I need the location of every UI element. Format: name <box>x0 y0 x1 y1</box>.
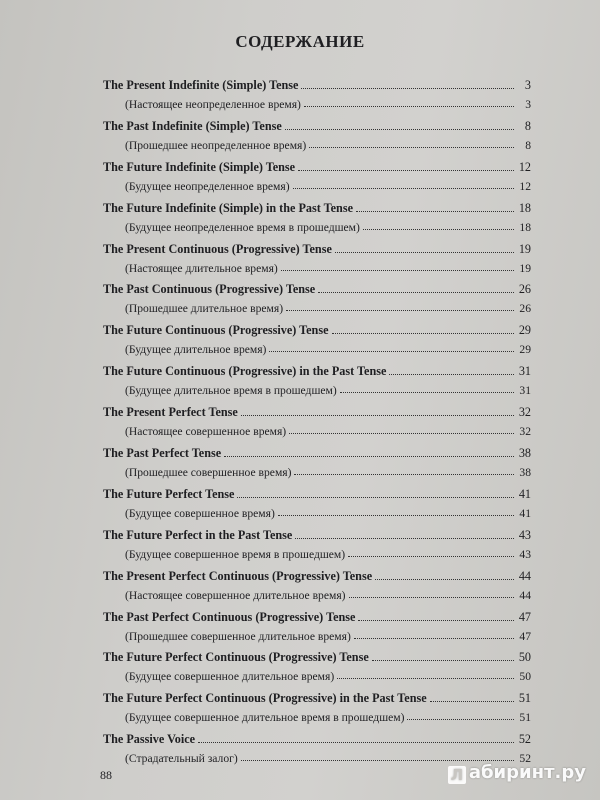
toc-entry-subtitle: (Будущее совершенное время в прошедшем) <box>125 547 346 561</box>
toc-entry-page: 41 <box>518 486 531 501</box>
toc-entry-title-row <box>103 321 531 338</box>
dot-leader <box>340 392 514 393</box>
toc-entry-subtitle-row <box>103 503 531 520</box>
toc-entry-page: 32 <box>518 405 531 420</box>
dot-leader <box>304 106 514 107</box>
toc-entry <box>103 689 531 730</box>
toc-entry-title: The Past Perfect Tense <box>103 446 222 461</box>
toc-entry <box>103 648 531 689</box>
toc-entry-page: 51 <box>518 691 531 706</box>
toc-entry <box>103 403 531 444</box>
dot-leader <box>358 620 514 621</box>
page-number: 88 <box>100 768 112 782</box>
toc-entry <box>103 444 531 485</box>
toc-entry <box>103 240 531 281</box>
toc-entry-subtitle-page: 44 <box>519 588 531 602</box>
toc-entry-title: The Present Continuous (Progressive) Tense <box>103 241 332 256</box>
toc-entry-title-row <box>103 485 531 502</box>
toc-entry-subtitle-page: 51 <box>519 711 531 725</box>
toc-entry <box>103 158 531 199</box>
toc-entry-page: 38 <box>518 446 531 461</box>
toc-entry-page: 19 <box>518 241 531 256</box>
dot-leader <box>375 579 514 580</box>
toc-entry-title: The Future Continuous (Progressive) in the Past Tense <box>103 364 387 379</box>
toc-entry-title-row <box>103 689 531 706</box>
dot-leader <box>332 333 515 334</box>
toc-entry-title: The Future Perfect Continuous (Progressive) Tense <box>103 650 369 665</box>
dot-leader <box>301 88 514 89</box>
toc-entry-title-row <box>103 280 531 297</box>
toc-entry-subtitle-row <box>103 217 531 234</box>
toc-entry <box>103 526 531 567</box>
dot-leader <box>241 415 514 416</box>
toc-entry <box>103 76 531 117</box>
toc-entry-page: 29 <box>518 323 531 338</box>
dot-leader <box>389 374 514 375</box>
dot-leader <box>294 474 514 475</box>
toc-entry-subtitle-row <box>103 585 531 602</box>
toc-entry-title: The Present Indefinite (Simple) Tense <box>103 78 299 92</box>
dot-leader <box>363 229 514 230</box>
toc-entry-title-row <box>103 362 531 379</box>
toc-entry-subtitle-page: 47 <box>519 629 531 643</box>
dot-leader <box>269 351 514 352</box>
toc-entry-subtitle: (Будущее неопределенное время) <box>125 179 290 193</box>
dot-leader <box>356 211 514 212</box>
toc-entry-page: 18 <box>518 200 531 215</box>
toc-entry-title-row <box>103 117 531 134</box>
toc-entry-page: 52 <box>518 732 531 747</box>
toc-entry-subtitle-page: 43 <box>519 547 531 561</box>
toc-entry-subtitle-row <box>103 94 531 111</box>
toc-entry-subtitle-row <box>103 544 531 561</box>
toc-entry-subtitle-page: 19 <box>519 261 531 275</box>
toc-entry-subtitle-row <box>103 258 531 275</box>
dot-leader <box>295 538 514 539</box>
toc-entry <box>103 280 531 321</box>
toc-entry-subtitle-row <box>103 380 531 397</box>
dot-leader <box>286 310 514 311</box>
toc-entry-title: The Past Perfect Continuous (Progressive) Tense <box>103 609 356 624</box>
toc-entry-title: The Passive Voice <box>103 732 196 747</box>
toc-entry-page: 44 <box>518 568 531 583</box>
contents-title: СОДЕРЖАНИЕ <box>235 32 365 51</box>
dot-leader <box>198 742 514 743</box>
dot-leader <box>349 597 514 598</box>
toc-entry-title-row <box>103 199 531 216</box>
toc-entry <box>103 199 531 240</box>
dot-leader <box>289 433 514 434</box>
dot-leader <box>278 515 514 516</box>
toc-entry-title-row <box>103 608 531 625</box>
toc-entry-title: The Future Indefinite (Simple) Tense <box>103 159 296 174</box>
toc-entry-subtitle: (Страдательный залог) <box>125 752 238 766</box>
toc-entry-subtitle: (Прошедшее неопределенное время) <box>125 138 307 152</box>
dot-leader <box>337 678 514 679</box>
toc-entry-subtitle: (Настоящее неопределенное время) <box>125 98 301 111</box>
toc-entry-subtitle-page: 32 <box>519 425 531 439</box>
toc-entry-subtitle-row <box>103 135 531 152</box>
toc-entry-title: The Future Perfect Tense <box>103 486 235 501</box>
toc-entry-subtitle-page: 31 <box>519 384 531 398</box>
toc-entry-subtitle: (Будущее длительное время в прошедшем) <box>125 384 337 398</box>
dot-leader <box>309 147 514 148</box>
dot-leader <box>348 556 514 557</box>
dot-leader <box>298 170 514 171</box>
dot-leader <box>237 497 514 498</box>
toc-entry-subtitle-row <box>103 707 531 724</box>
dot-leader <box>354 638 514 639</box>
toc-entry-subtitle-page: 38 <box>519 466 531 480</box>
toc-entry-title: The Present Perfect Continuous (Progressive) Tense <box>103 568 373 583</box>
toc-entry-subtitle-row <box>103 339 531 356</box>
toc-entry-title: The Future Continuous (Progressive) Tense <box>103 323 329 338</box>
toc-entry-subtitle-page: 12 <box>519 179 531 193</box>
toc-entry-title-row <box>103 567 531 584</box>
toc-entry-title-row <box>103 444 531 461</box>
toc-entry-page: 50 <box>518 650 531 665</box>
toc-entry <box>103 608 531 649</box>
toc-entry-subtitle-page: 41 <box>519 506 531 520</box>
toc-entry-subtitle: (Настоящее длительное время) <box>125 261 278 275</box>
dot-leader <box>335 252 514 253</box>
dot-leader <box>407 719 514 720</box>
dot-leader <box>285 129 514 130</box>
toc-entry-title-row <box>103 403 531 420</box>
toc-entry-subtitle: (Настоящее совершенное длительное время) <box>125 588 346 602</box>
toc-entry-title: The Past Indefinite (Simple) Tense <box>103 118 282 133</box>
toc-entry-subtitle: (Будущее совершенное длительное время) <box>125 670 335 684</box>
toc-entry-title-row <box>103 240 531 257</box>
toc-entry-subtitle: (Прошедшее совершенное время) <box>125 466 292 480</box>
dot-leader <box>224 456 514 457</box>
labirint-logo-icon: Л <box>448 766 466 784</box>
toc-entry-title-row <box>103 158 531 175</box>
watermark-text: абиринт.ру <box>468 762 586 783</box>
toc-entry <box>103 321 531 362</box>
toc-entry-subtitle: (Прошедшее совершенное длительное время) <box>125 629 351 643</box>
toc-entry-subtitle-row <box>103 176 531 193</box>
toc-entry-page: 3 <box>524 78 531 92</box>
toc-entry-title: The Future Indefinite (Simple) in the Past Tense <box>103 200 353 215</box>
toc-entry-subtitle-row <box>103 298 531 315</box>
toc-entry-title-row <box>103 76 531 93</box>
toc-entry-title-row <box>103 648 531 665</box>
toc-entry-title: The Present Perfect Tense <box>103 405 238 420</box>
toc-entry-subtitle-page: 18 <box>519 220 531 234</box>
toc-entry-subtitle-page: 3 <box>525 98 531 111</box>
toc-entry <box>103 485 531 526</box>
table-of-contents <box>103 76 531 771</box>
toc-entry-title: The Future Perfect in the Past Tense <box>103 527 293 542</box>
toc-entry-subtitle: (Будущее совершенное длительное время в прошедшем) <box>125 711 405 725</box>
toc-entry <box>103 117 531 158</box>
toc-entry-page: 31 <box>518 364 531 379</box>
toc-entry-subtitle-page: 8 <box>525 138 531 152</box>
toc-entry-page: 8 <box>524 118 531 133</box>
dot-leader <box>430 701 514 702</box>
toc-entry-title: The Future Perfect Continuous (Progressive) in the Past Tense <box>103 691 427 706</box>
toc-entry-title-row <box>103 730 531 747</box>
toc-entry-title: The Past Continuous (Progressive) Tense <box>103 282 316 297</box>
toc-entry-subtitle-row <box>103 462 531 479</box>
toc-entry-subtitle-page: 26 <box>519 302 531 316</box>
toc-entry <box>103 567 531 608</box>
toc-entry-subtitle-page: 50 <box>519 670 531 684</box>
toc-entry-subtitle: (Будущее совершенное время) <box>125 506 275 520</box>
dot-leader <box>372 660 514 661</box>
toc-entry-page: 26 <box>518 282 531 297</box>
toc-entry-page: 12 <box>518 159 531 174</box>
toc-entry-page: 47 <box>518 609 531 624</box>
toc-entry-subtitle-row <box>103 666 531 683</box>
toc-entry-subtitle-page: 52 <box>519 752 531 766</box>
toc-entry-subtitle: (Будущее неопределенное время в прошедшем) <box>125 220 360 234</box>
toc-entry-subtitle-page: 29 <box>519 343 531 357</box>
toc-entry <box>103 362 531 403</box>
dot-leader <box>293 188 514 189</box>
toc-entry-subtitle-row <box>103 626 531 643</box>
toc-entry-subtitle-row <box>103 421 531 438</box>
toc-entry-subtitle: (Будущее длительное время) <box>125 343 267 357</box>
dot-leader <box>318 292 514 293</box>
dot-leader <box>281 270 514 271</box>
toc-entry-subtitle: (Настоящее совершенное время) <box>125 425 287 439</box>
toc-entry-subtitle: (Прошедшее длительное время) <box>125 302 284 316</box>
toc-entry-page: 43 <box>518 527 531 542</box>
labirint-watermark <box>448 762 586 784</box>
toc-entry-title-row <box>103 526 531 543</box>
